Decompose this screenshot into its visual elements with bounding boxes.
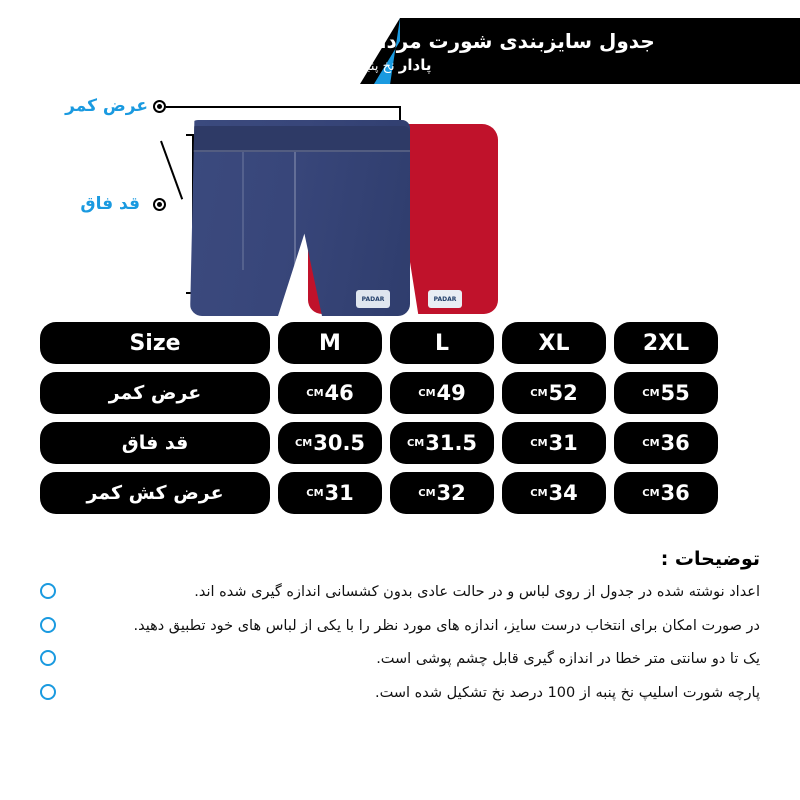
notes-title: توضیحات : xyxy=(660,548,760,570)
cell-unit: CM xyxy=(530,437,548,449)
table-header-size-label: Size xyxy=(40,322,270,364)
cell-elastic-width-xl xyxy=(502,472,606,514)
note-text: اعداد نوشته شده در جدول از روی لباس و در حالت عادی بدون کشسانی اندازه گیری شده اند. xyxy=(194,584,760,600)
cell-value: 52 xyxy=(548,381,578,405)
table-row xyxy=(40,472,760,514)
row-label-rise-length: قد فاق xyxy=(40,422,270,464)
cell-unit: CM xyxy=(530,487,548,499)
cell-unit: CM xyxy=(642,487,660,499)
circle-bullet-icon xyxy=(40,617,56,633)
cell-value: 36 xyxy=(660,431,690,455)
cell-waist-width-2xl xyxy=(614,372,718,414)
cell-value: 31.5 xyxy=(425,431,478,455)
cell-rise-length-m xyxy=(278,422,382,464)
cell-value: 55 xyxy=(660,381,690,405)
table-header-row xyxy=(40,322,760,364)
table-header-size-l: L xyxy=(390,322,494,364)
product-diagram xyxy=(40,86,760,326)
waistband xyxy=(190,126,410,152)
table-row xyxy=(40,372,760,414)
cell-unit: CM xyxy=(418,387,436,399)
cell-unit: CM xyxy=(306,487,324,499)
callout-dot-waist-icon xyxy=(153,100,166,113)
fly-seam-right xyxy=(294,152,296,272)
circle-bullet-icon xyxy=(40,650,56,666)
cell-value: 34 xyxy=(548,481,578,505)
list-item xyxy=(40,580,760,605)
circle-bullet-icon xyxy=(40,583,56,599)
table-row xyxy=(40,422,760,464)
waistband-seam xyxy=(190,150,410,152)
circle-bullet-icon xyxy=(40,684,56,700)
cell-elastic-width-m xyxy=(278,472,382,514)
cell-rise-length-2xl xyxy=(614,422,718,464)
cell-rise-length-l xyxy=(390,422,494,464)
header-banner xyxy=(360,18,800,84)
callout-dot-rise-icon xyxy=(153,198,166,211)
cell-elastic-width-l xyxy=(390,472,494,514)
cell-value: 31 xyxy=(548,431,578,455)
cell-unit: CM xyxy=(406,437,425,449)
cell-unit: CM xyxy=(530,387,548,399)
table-header-size-2xl: 2XL xyxy=(614,322,718,364)
list-item xyxy=(40,681,760,706)
cell-rise-length-xl xyxy=(502,422,606,464)
size-table xyxy=(40,322,760,522)
cell-value: 46 xyxy=(324,381,354,405)
notes-section xyxy=(40,548,760,715)
cell-unit: CM xyxy=(306,387,324,399)
callout-label-waist-width: عرض کمر xyxy=(65,96,148,116)
header-text-group xyxy=(360,18,800,84)
callout-label-rise-length: قد فاق xyxy=(80,194,140,214)
cell-unit: CM xyxy=(642,437,660,449)
brand-tag-blue: PADAR xyxy=(356,290,390,308)
cell-value: 49 xyxy=(436,381,466,405)
leader-line-rise-diagonal xyxy=(160,141,183,200)
cell-waist-width-l xyxy=(390,372,494,414)
material-name: نخ پنبه xyxy=(360,58,395,74)
cell-unit: CM xyxy=(642,387,660,399)
fly-seam-left xyxy=(242,152,244,270)
table-header-size-m: M xyxy=(278,322,382,364)
cell-value: 30.5 xyxy=(313,431,366,455)
cell-waist-width-m xyxy=(278,372,382,414)
list-item xyxy=(40,647,760,672)
brand-name: پادار xyxy=(398,55,432,74)
underwear-illustration xyxy=(190,114,510,320)
row-label-waist-width: عرض کمر xyxy=(40,372,270,414)
cell-elastic-width-2xl xyxy=(614,472,718,514)
cell-value: 36 xyxy=(660,481,690,505)
note-text: پارچه شورت اسلیپ نخ پنبه از 100 درصد نخ تشکیل شده است. xyxy=(375,684,760,701)
leader-line-waist-horizontal xyxy=(166,106,401,108)
note-text: یک تا دو سانتی متر خطا در اندازه گیری قابل چشم پوشی است. xyxy=(376,651,760,668)
table-header-size-xl: XL xyxy=(502,322,606,364)
cell-waist-width-xl xyxy=(502,372,606,414)
blue-shorts-shape xyxy=(190,120,410,316)
page-title: جدول سایزبندی شورت مردانه xyxy=(360,28,655,53)
row-label-elastic-width: عرض کش کمر xyxy=(40,472,270,514)
list-item xyxy=(40,614,760,639)
cell-value: 31 xyxy=(324,481,354,505)
cell-unit: CM xyxy=(294,437,313,449)
brand-tag-red: PADAR xyxy=(428,290,462,308)
note-text: در صورت امکان برای انتخاب درست سایز، اندازه های مورد نظر را با یکی از لباس های خود تطبیق دهید. xyxy=(133,617,760,634)
cell-value: 32 xyxy=(436,481,466,505)
page-subtitle xyxy=(360,56,431,74)
cell-unit: CM xyxy=(418,487,436,499)
